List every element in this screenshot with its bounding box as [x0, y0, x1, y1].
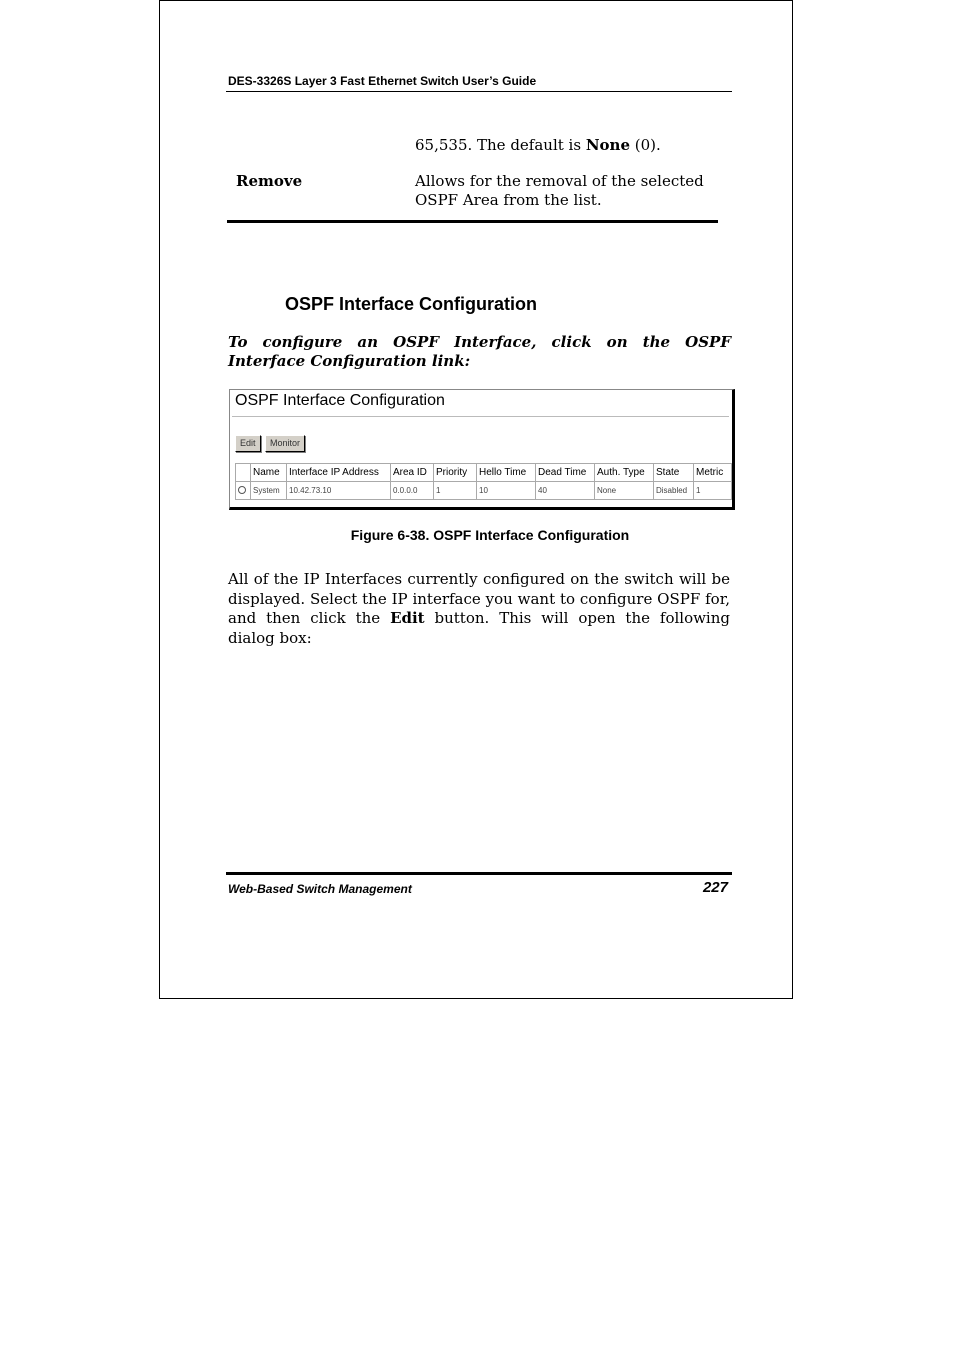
footer-rule [226, 872, 732, 875]
table-cell: 0.0.0.0 [391, 482, 434, 500]
edit-button[interactable]: Edit [235, 435, 261, 452]
remove-label: Remove [236, 172, 303, 190]
section-heading: OSPF Interface Configuration [285, 294, 538, 314]
column-header: Auth. Type [595, 464, 654, 482]
column-header: Hello Time [477, 464, 536, 482]
column-header: Area ID [391, 464, 434, 482]
row-select-cell[interactable] [236, 482, 251, 500]
table-cell: Disabled [654, 482, 694, 500]
table-cell: 10.42.73.10 [287, 482, 391, 500]
header-rule [226, 91, 732, 92]
interface-table [235, 463, 732, 500]
figure-caption: Figure 6-38. OSPF Interface Configuration [350, 527, 630, 543]
ospf-interface-screenshot [229, 389, 735, 510]
column-header: Priority [434, 464, 477, 482]
column-header: Interface IP Address [287, 464, 391, 482]
column-header: State [654, 464, 694, 482]
column-header: Metric [694, 464, 732, 482]
table-cell: 10 [477, 482, 536, 500]
table-cell: 40 [536, 482, 595, 500]
instruction-text: To configure an OSPF Interface, click on the OSPF Interface Configuration link: [228, 333, 731, 370]
body-paragraph: All of the IP Interfaces currently configured on the switch will be displayed. Select the IP interface you want to configure OSPF for, and then click the Edit button. This will open the following dialog box: [228, 570, 730, 647]
column-header: Name [251, 464, 287, 482]
default-value-text: 65,535. The default is None (0). [415, 136, 661, 154]
table-cell: None [595, 482, 654, 500]
figure-window-title: OSPF Interface Configuration [235, 392, 445, 409]
select-column-header [236, 464, 251, 482]
remove-description: Allows for the removal of the selected OSPF Area from the list. [415, 172, 704, 209]
table-cell: 1 [434, 482, 477, 500]
header-title: DES-3326S Layer 3 Fast Ethernet Switch User’s Guide [228, 74, 537, 88]
table-cell: 1 [694, 482, 732, 500]
page-number: 227 [702, 879, 728, 896]
table-header-row [236, 464, 732, 482]
table-bottom-rule [227, 220, 718, 223]
radio-button-icon[interactable] [238, 486, 246, 494]
column-header: Dead Time [536, 464, 595, 482]
table-row [236, 482, 732, 500]
monitor-button[interactable]: Monitor [265, 435, 305, 452]
footer-section-title: Web-Based Switch Management [228, 882, 412, 896]
figure-title-rule [232, 416, 729, 417]
table-cell: System [251, 482, 287, 500]
